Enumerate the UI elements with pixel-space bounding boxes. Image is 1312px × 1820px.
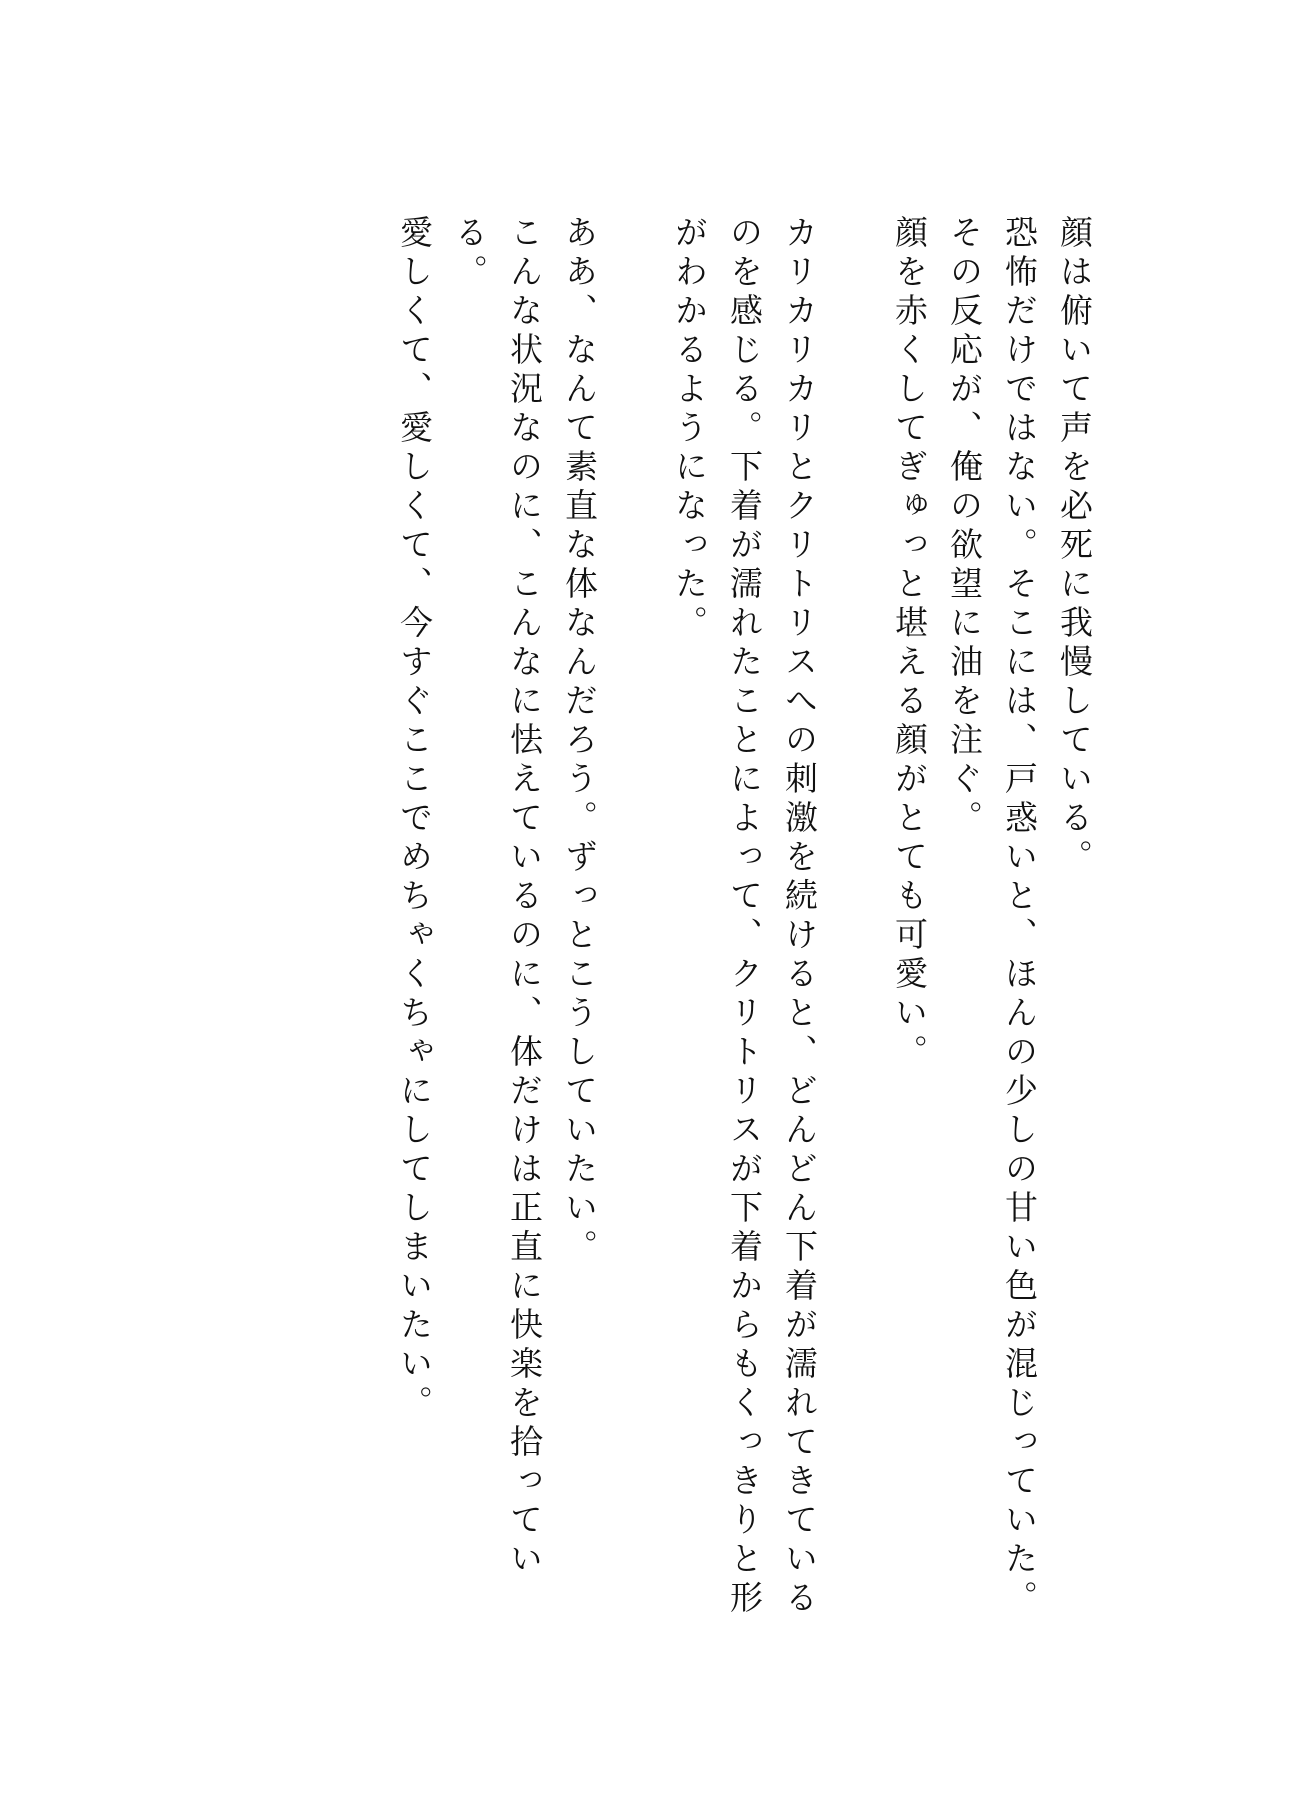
paragraph-gap bbox=[607, 215, 662, 1635]
paragraph: 愛しくて、愛しくて、今すぐここでめちゃくちゃにしてしまいたい。 bbox=[395, 215, 434, 1424]
paragraph: ああ、なんて素直な体なんだろう。ずっとこうしていたい。 bbox=[560, 215, 599, 1268]
paragraph: 恐怖だけではない。そこには、戸惑いと、ほんの少しの甘い色が混じっていた。 bbox=[1000, 215, 1039, 1619]
paragraph: 顔は俯いて声を必死に我慢している。 bbox=[1055, 215, 1094, 878]
paragraph: カリカリカリとクリトリスへの刺激を続けると、どんどん下着が濡れてきているのを感じる。下着が濡れたことによって、クリトリスが下着からもくっきりと形がわかるようになった。 bbox=[670, 215, 819, 1619]
paragraph-gap bbox=[827, 215, 882, 1635]
paragraph: こんな状況なのに、こんなに怯えているのに、体だけは正直に快楽を拾っている。 bbox=[450, 215, 544, 1580]
vertical-text-body bbox=[387, 215, 1102, 1635]
paragraph: 顔を赤くしてぎゅっと堪える顔がとても可愛い。 bbox=[890, 215, 929, 1073]
paragraph: その反応が、俺の欲望に油を注ぐ。 bbox=[945, 215, 984, 839]
